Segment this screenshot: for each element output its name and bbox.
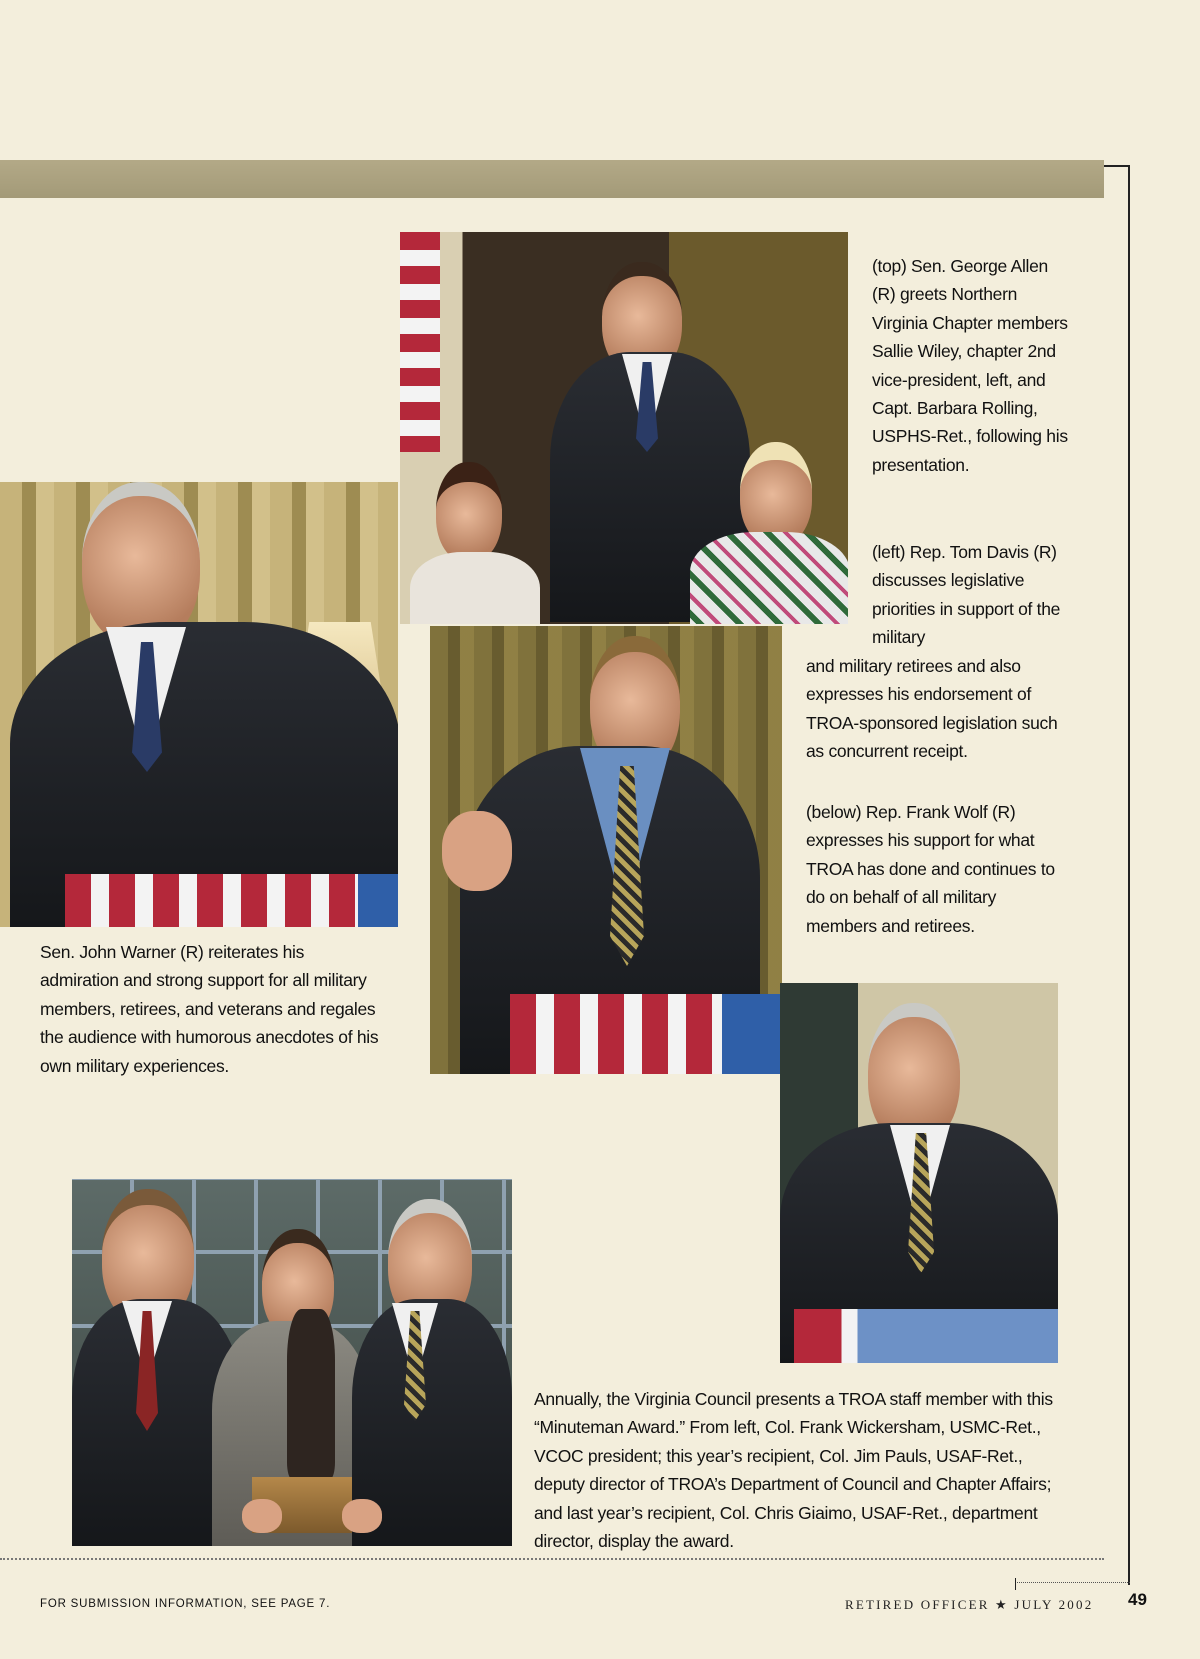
caption-wolf [806,798,1064,940]
caption-award [534,1385,1064,1555]
crop-mark-right [1128,165,1130,1585]
page-number: 49 [1128,1590,1147,1609]
photo-warner-podium [0,482,398,927]
caption-award-text: Annually, the Virginia Council presents a TROA staff member with this “Minuteman Award.” From left, Col. Frank Wickersham, USMC-Ret., VCOC president; this year’s recipient, Col. Jim Pauls, USAF-Ret., deputy director of TROA’s Department of Council and Chapter Affairs; and last year’s recipient, Col. Chris Giaimo, USAF-Ret., department director, display the award. [534,1389,1053,1552]
photo-allen-greeting [400,232,848,624]
caption-allen [872,252,1068,479]
crop-tick [1015,1578,1016,1590]
caption-warner [40,938,382,1080]
submission-note: FOR SUBMISSION INFORMATION, SEE PAGE 7. [40,1598,331,1610]
header-band [0,160,1104,198]
photo-wolf-podium [780,983,1058,1363]
caption-davis-upper [872,538,1068,652]
caption-wolf-text: (below) Rep. Frank Wolf (R) expresses his support for what TROA has done and continues to do on behalf of all military members and retirees. [806,802,1055,936]
caption-davis-text-b: and military retirees and also expresses his endorsement of TROA-sponsored legislation such as concurrent receipt. [806,656,1058,762]
caption-allen-text: (top) Sen. George Allen (R) greets Northern Virginia Chapter members Sallie Wiley, chapter 2nd vice-president, left, and Capt. Barbara Rolling, USPHS-Ret., following his presentation. [872,256,1068,475]
crop-mark-bottom [1015,1582,1130,1583]
caption-davis-text-a: (left) Rep. Tom Davis (R) discusses legislative priorities in support of the military [872,542,1061,648]
crop-mark-top [1104,165,1130,167]
photo-minuteman-award [72,1179,512,1546]
photo-davis-podium [430,626,782,1074]
caption-davis-lower [806,652,1064,766]
publication-info: RETIRED OFFICER ★ JULY 2002 [845,1597,1094,1612]
footer-rule [0,1558,1104,1560]
caption-warner-text: Sen. John Warner (R) reiterates his admiration and strong support for all military members, retirees, and veterans and regales the audience with humorous anecdotes of his own military experiences. [40,942,379,1076]
